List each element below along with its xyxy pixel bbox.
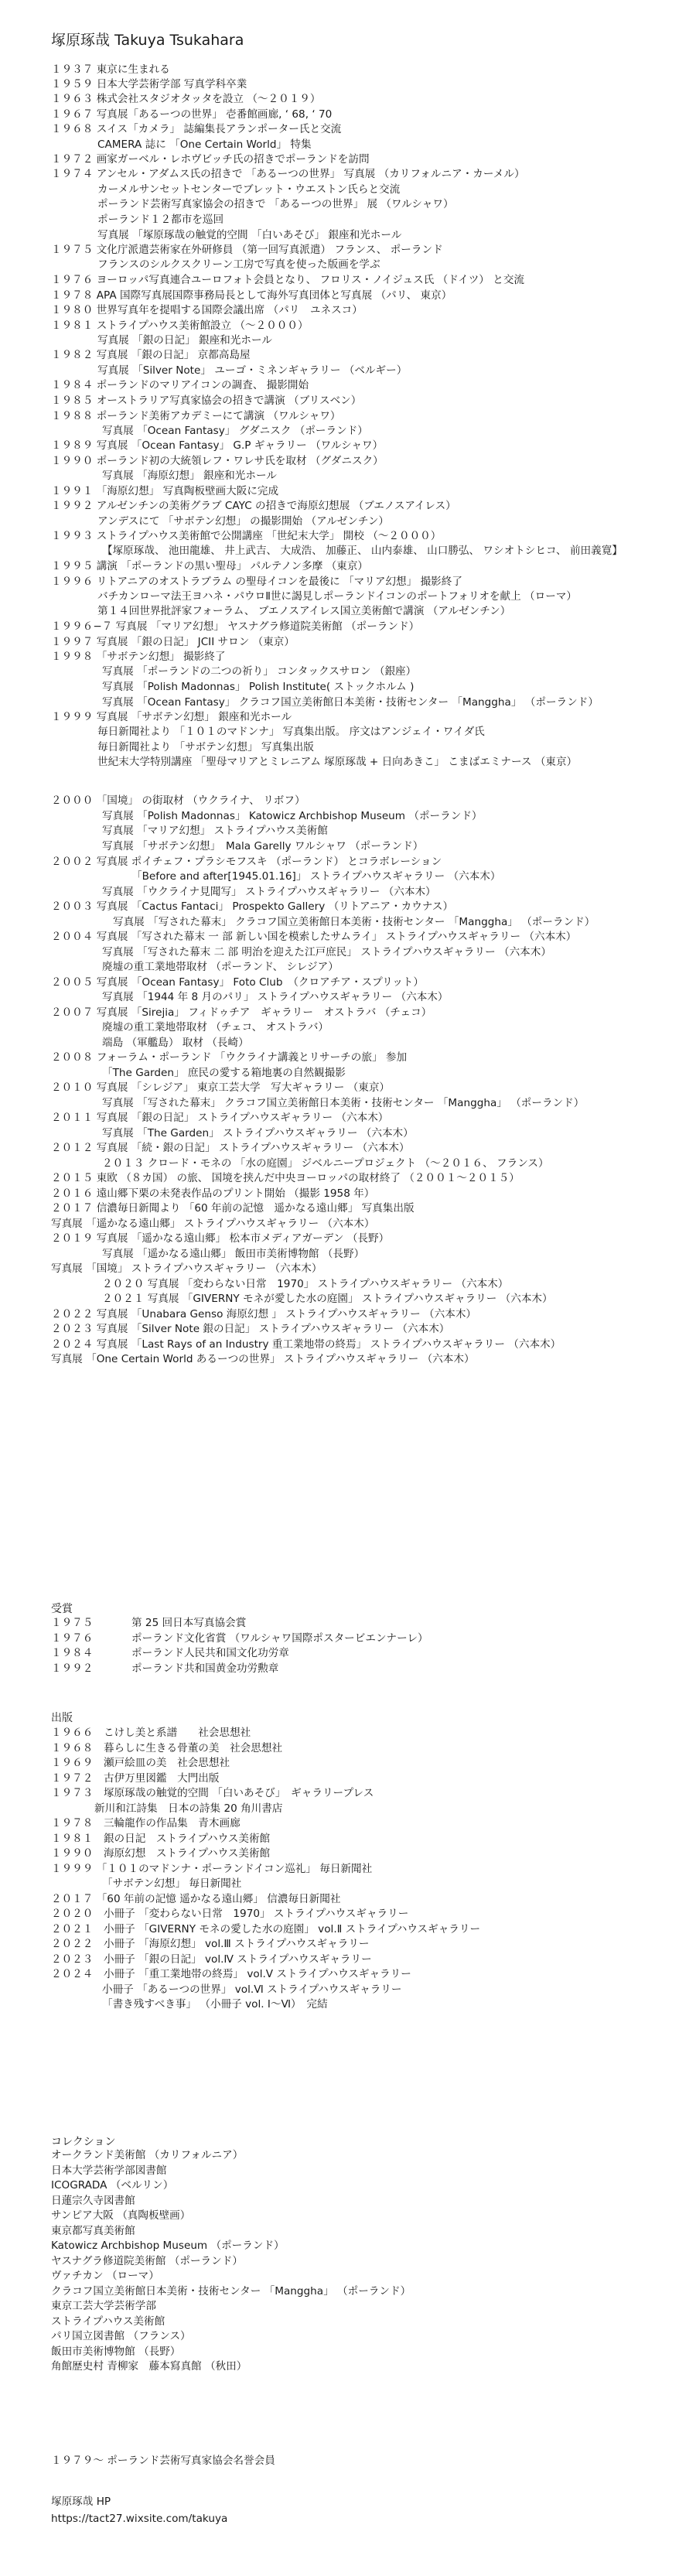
bio-line: １９８１ ストライプハウス美術館設立 （～２０００） (51, 319, 309, 332)
bio-line: ２００５ 写真展 「Ocean Fantasy」 Foto Club （クロアチア・スプリット） (51, 976, 424, 989)
bio-line: 写真展 「The Garden」 ストライプハウスギャラリー （六本木） (102, 1127, 414, 1139)
bio-line: 写真展 「Ocean Fantasy」 クラコフ国立美術館日本美術・技術センター 「Manggha」 （ポーランド） (102, 696, 599, 709)
bio-line: ２０１５ 東欧 （８カ国） の旅、 国境を挟んだ中央ヨーロッパの取材終了 （２００１～２０１５） (51, 1172, 520, 1184)
bio-line: フランスのシルクスクリーン工房で写真を使った版画を学ぶ (97, 258, 380, 271)
bio-line: ２０２０ 写真展 「変わらない日常 1970」 ストライプハウスギャラリー （六本木） (102, 1278, 509, 1290)
bio-line: １９５９ 日本大学芸術学部 写真学科卒業 (51, 78, 247, 91)
bio-line: １９９５ 講演 「ポーランドの黒い聖母」 パルテノン多摩 （東京） (51, 560, 369, 572)
award-year: １９７５ (51, 1617, 94, 1629)
bio-line: ２００８ フォーラム・ポーランド 「ウクライナ講義とリサーチの旅」 参加 (51, 1051, 408, 1064)
bio-line: カーメルサンセットセンターでブレット・ウエストン氏らと交流 (97, 183, 401, 196)
bio-line: １９９３ ストライプハウス美術館で公開講座 「世紀末大学」 開校 （～２０００） (51, 530, 442, 542)
bio-line: 写真展 「遥かなる遠山郷」 ストライプハウスギャラリー （六本木） (51, 1218, 375, 1230)
collection-line: ヤスナグラ修道院美術館 （ポーランド） (51, 2254, 243, 2267)
bio-line: アンデスにて 「サボテン幻想」 の撮影開始 （アルゼンチン） (97, 515, 390, 528)
bio-line: ２０１６ 遠山郷下栗の未発表作品のプリント開始 （撮影 1958 年） (51, 1187, 375, 1200)
publication-line: １９９０ 海原幻想 ストライプハウス美術館 (51, 1847, 271, 1860)
publication-line: 「サボテン幻想」 毎日新聞社 (102, 1877, 242, 1890)
bio-line: 「Before and after[1945.01.16]」 ストライプハウスギャラリー （六本木） (131, 870, 501, 883)
award-text: ポーランド文化省賞 （ワルシャワ国際ポスタービエンナーレ） (131, 1631, 428, 1645)
bio-line: １９７２ 画家ガーベル・レホヴビッチ氏の招きでポーランドを訪問 (51, 153, 370, 166)
bio-line: １９７６ ヨーロッパ写真連合ユーロフォト会員となり、 フロリス・ノイジュス氏 （ドイツ） と交流 (51, 274, 525, 286)
collection-line: オークランド美術館 （カリフォルニア） (51, 2149, 244, 2161)
bio-line: １９６７ 写真展「あるーつの世界」 壱番館画廊, ‘ 68, ‘ 70 (51, 108, 333, 121)
bio-line: １９９６−７ 写真展 「マリア幻想」 ヤスナグラ修道院美術館 （ポーランド） (51, 620, 420, 633)
bio-line: ２０１２ 写真展 「続・銀の日記」 ストライプハウスギャラリー （六本木） (51, 1142, 410, 1154)
publication-line: １９６６ こけし美と系譜 社会思想社 (51, 1727, 251, 1739)
publications-heading: 出版 (51, 1712, 73, 1724)
collection-line: Katowicz Archbishop Museum （ポーランド） (51, 2239, 285, 2252)
bio-line: 毎日新聞社より 「１０１のマドンナ」 写真集出版。 序文はアンジェイ・ワイダ氏 (97, 726, 485, 738)
collection-line: ヴァチカン （ローマ） (51, 2270, 159, 2282)
bio-line: 写真展 「遥かなる遠山郷」 飯田市美術博物館 （長野） (102, 1248, 365, 1260)
collection-line: サンピア大阪 （真陶板壁画） (51, 2209, 191, 2222)
bio-line: ２００３ 写真展 「Cactus Fantaci」 Prospekto Gallery （リトアニア・カウナス） (51, 900, 454, 913)
bio-line: 「The Garden」 庶民の愛する箱地裏の自然観撮影 (102, 1067, 346, 1079)
publication-line: ２０２３ 小冊子 「銀の日記」 vol.Ⅳ ストライプハウスギャラリー (51, 1952, 372, 1966)
bio-line: ２０２２ 写真展 「Unabara Genso 海原幻想 」 ストライプハウスギャラリー （六本木） (51, 1308, 477, 1320)
award-text: 第 25 回日本写真協会賞 (131, 1617, 247, 1629)
bio-line: １９８２ 写真展 「銀の日記」 京都高島屋 (51, 349, 251, 361)
page-title: 塚原琢哉 Takuya Tsukahara (51, 32, 244, 49)
bio-line: 写真展 「国境」 ストライプハウスギャラリー （六本木） (51, 1262, 322, 1275)
publication-line: ２０２２ 小冊子 「海原幻想」 vol.Ⅲ ストライプハウスギャラリー (51, 1938, 370, 1950)
publication-line: ２０２１ 小冊子 「GIVERNY モネの愛した水の庭園」 vol.Ⅱ ストライプハウスギャラリー (51, 1922, 481, 1935)
member-text: １９７９～ ポーランド芸術写真家協会名誉会員 (51, 2455, 275, 2467)
bio-line: １９９７ 写真展 「銀の日記」 JCII サロン （東京） (51, 636, 295, 648)
publication-line: ２０１７ 「60 年前の記憶 遥かなる遠山郷」 信濃毎日新聞社 (51, 1892, 341, 1905)
bio-line: １９９８ 「サボテン幻想」 撮影終了 (51, 651, 226, 663)
bio-line: ポーランド１２都市を巡回 (97, 214, 224, 226)
publication-line: 新川和江詩集 日本の詩集 20 角川書店 (94, 1802, 283, 1815)
collection-line: パリ国立図書館 （フランス） (51, 2330, 191, 2342)
hp-label: 塚原琢哉 HP (51, 2496, 111, 2508)
publication-line: １９６９ 瀬戸絵皿の美 社会思想社 (51, 1757, 230, 1769)
bio-line: １９９９ 写真展 「サボテン幻想」 銀座和光ホール (51, 711, 292, 723)
bio-line: 写真展 「マリア幻想」 ストライプハウス美術館 (102, 825, 328, 837)
bio-line: ２００４ 写真展 「写された幕末 一 部 新しい国を模索したサムライ」 ストライプハウスギャラリー （六本木） (51, 931, 577, 943)
bio-line: 写真展 「Polish Madonnas」 Polish Institute( ストックホルム ) (102, 681, 415, 693)
bio-line: １９９２ アルゼンチンの美術グラブ CAYC の招きで海原幻想展 （ブエノスアイレス） (51, 500, 456, 512)
bio-line: 写真展 「写された幕末」 クラコフ国立美術館日本美術・技術センター 「Manggha」 （ポーランド） (102, 1097, 585, 1109)
bio-line: ２００７ 写真展 「Sirejia」 フィドゥチア ギャラリー オストラバ （チェコ） (51, 1006, 432, 1019)
bio-line: １９９０ ポーランド初の大統領レフ・ワレサ氏を取材 （グダニスク） (51, 455, 384, 467)
bio-line: ２００２ 写真展 ポイチェフ・プラシモフスキ （ポーランド） とコラボレーション (51, 856, 442, 868)
bio-line: CAMERA 誌に 「One Certain World」 特集 (97, 138, 312, 151)
bio-line: ２０１７ 信濃毎日新聞より 「60 年前の記憶 遥かなる遠山郷」 写真集出版 (51, 1202, 415, 1215)
bio-line: 写真展 「ポーランドの二つの祈り」 コンタックスサロン （銀座） (102, 665, 417, 678)
publication-line: １９７８ 三輪龍作の作品集 青木画廊 (51, 1817, 241, 1830)
bio-line: 写真展 「写された幕末」 クラコフ国立美術館日本美術・技術センター 「Manggha」 （ポーランド） (113, 916, 595, 928)
award-year: １９９２ (51, 1662, 94, 1675)
award-year: １９８４ (51, 1647, 94, 1659)
bio-line: １９８０ 世界写真年を提唱する国際会議出席 （パリ ユネスコ） (51, 304, 363, 316)
publication-line: １９７２ 古伊万里図鑑 大門出版 (51, 1771, 220, 1785)
bio-line: １９８９ 写真展 「Ocean Fantasy」 G.P ギャラリー （ワルシャワ） (51, 439, 384, 452)
award-text: ポーランド共和国黄金功労勲章 (131, 1662, 279, 1675)
collection-line: 角館歴史村 青柳家 藤本寫真館 （秋田） (51, 2360, 247, 2373)
publication-line: ２０２４ 小冊子 「重工業地帯の終焉」 vol.Ⅴ ストライプハウスギャラリー (51, 1968, 411, 1980)
bio-line: 写真展 「Ocean Fantasy」 グダニスク （ポーランド） (102, 425, 368, 437)
collection-line: 東京都写真美術館 (51, 2224, 135, 2237)
bio-line: １９７５ 文化庁派遣芸術家在外研修員 （第一回写真派遣） フランス、 ポーランド (51, 244, 443, 256)
publication-line: ２０２０ 小冊子 「変わらない日常 1970」 ストライプハウスギャラリー (51, 1908, 409, 1920)
bio-line: 写真展 「写された幕末 二 部 明治を迎えた江戸庶民」 ストライプハウスギャラリー （六本木） (102, 946, 551, 958)
collection-line: 飯田市美術博物館 （長野） (51, 2345, 181, 2358)
publication-line: 小冊子 「あるーつの世界」 vol.Ⅵ ストライプハウスギャラリー (102, 1983, 402, 1996)
bio-line: 写真展 「銀の日記」 銀座和光ホール (97, 334, 272, 347)
bio-line: １９８８ ポーランド美術アカデミーにて講演 （ワルシャワ） (51, 410, 341, 422)
award-text: ポーランド人民共和国文化功労章 (131, 1647, 289, 1659)
bio-line: 端島 （軍艦島） 取材 （長崎） (102, 1037, 249, 1049)
bio-line: 写真展 「塚原琢哉の触覚的空間 「白いあそび」 銀座和光ホール (97, 229, 402, 241)
collection-line: ICOGRADA （ベルリン） (51, 2179, 174, 2192)
bio-line: ２０２３ 写真展 「Silver Note 銀の日記」 ストライプハウスギャラリー （六本木） (51, 1323, 450, 1335)
bio-line: 写真展 「ウクライナ見聞写」 ストライプハウスギャラリー （六本木） (102, 886, 436, 898)
bio-line: １９７８ APA 国際写真展国際事務局長として海外写真団体と写真展 （パリ、 東京） (51, 289, 452, 302)
bio-line: バチカンローマ法王ヨハネ・パウロⅡ世に謁見しポーランドイコンのポートフォリオを献上 （ローマ） (97, 590, 578, 603)
bio-line: 写真展 「Polish Madonnas」 Katowicz Archbishop Museum （ポーランド） (102, 810, 483, 822)
bio-line: ポーランド芸術写真家協会の招きで 「あるーつの世界」 展 （ワルシャワ） (97, 198, 454, 210)
bio-line: 写真展 「サボテン幻想」 Mala Garelly ワルシャワ （ポーランド） (102, 840, 424, 852)
bio-line: 廃墟の重工業地帯取材 （チェコ、 オストラバ） (102, 1021, 329, 1033)
bio-line: １９３７ 東京に生まれる (51, 63, 170, 76)
bio-line: １９６３ 株式会社スタジオタッタを設立 （～２０１９） (51, 93, 321, 105)
bio-line: 第１４回世界批評家フォーラム、 ブエノスアイレス国立美術館で講演 （アルゼンチン） (97, 605, 511, 617)
collections-heading: コレクション (51, 2136, 116, 2148)
bio-line: 写真展 「1944 年 8 月のパリ」 ストライプハウスギャラリー （六本木） (102, 991, 449, 1003)
bio-line: 世紀末大学特別講座 「聖母マリアとミレニアム 塚原琢哉 + 日向あきこ」 こまばエミナース （東京） (97, 756, 578, 768)
publication-line: １９８１ 銀の日記 ストライプハウス美術館 (51, 1832, 271, 1845)
publication-line: １９７３ 塚原琢哉の触覚的空間 「白いあそび」 ギャラリープレス (51, 1787, 374, 1799)
bio-line: ２０１９ 写真展 「遥かなる遠山郷」 松本市メディアガーデン （長野） (51, 1232, 390, 1245)
bio-line: 毎日新聞社より 「サボテン幻想」 写真集出版 (97, 741, 314, 753)
hp-link[interactable]: https://tact27.wixsite.com/takuya (51, 2513, 228, 2525)
publication-line: １９６８ 暮らしに生きる骨董の美 社会思想社 (51, 1741, 283, 1754)
bio-line: 写真展 「Silver Note」 ユーゴ・ミネンギャラリー （ベルギー） (97, 364, 408, 377)
bio-line: １９８４ ポーランドのマリアイコンの調査、 撮影開始 (51, 379, 309, 391)
bio-line: ２０００ 「国境」 の街取材 （ウクライナ、 リボフ） (51, 794, 305, 807)
publication-line: 「書き残すべき事」 （小冊子 vol. Ⅰ～Ⅵ） 完結 (102, 1998, 328, 2011)
bio-line: １９９１ 「海原幻想」 写真陶板壁画大阪に完成 (51, 485, 279, 497)
bio-line: 写真展 「海原幻想」 銀座和光ホール (102, 470, 277, 482)
bio-line: 【塚原琢哉、 池田龍雄、 井上武吉、 大成浩、 加藤正、 山内泰雄、 山口勝弘、 ワシオトシヒコ、 前田義寛】 (102, 545, 623, 557)
publication-line: １９９９ 「１０１のマドンナ・ポーランドイコン巡礼」 毎日新聞社 (51, 1862, 373, 1875)
award-year: １９７６ (51, 1631, 94, 1645)
collection-line: 東京工芸大学芸術学部 (51, 2300, 156, 2312)
bio-line: ２０２１ 写真展 「GIVERNY モネが愛した水の庭園」 ストライプハウスギャラリー （六本木） (102, 1293, 553, 1305)
collection-line: 日蓮宗久寺図書館 (51, 2194, 135, 2207)
bio-line: ２０２４ 写真展 「Last Rays of an Industry 重工業地帯の終焉」 ストライプハウスギャラリー （六本木） (51, 1338, 561, 1351)
bio-line: １９６８ スイス「カメラ」 誌編集長アランポーター氏と交流 (51, 123, 342, 135)
bio-line: １９８５ オーストラリア写真家協会の招きで講演 （ブリスベン） (51, 395, 362, 407)
bio-line: ２０１３ クロード・モネの 「水の庭園」 ジベルニープロジェクト （～２０１６、 フランス） (102, 1157, 549, 1170)
awards-heading: 受賞 (51, 1603, 73, 1615)
bio-line: １９７４ アンセル・アダムス氏の招きで 「あるーつの世界」 写真展 （カリフォルニア・カーメル） (51, 168, 525, 180)
collection-line: クラコフ国立美術館日本美術・技術センター 「Manggha」 （ポーランド） (51, 2284, 411, 2298)
bio-line: １９９６ リトアニアのオストラブラム の聖母イコンを最後に 「マリア幻想」 撮影終了 (51, 576, 462, 588)
collection-line: 日本大学芸術学部図書館 (51, 2164, 167, 2177)
collection-line: ストライプハウス美術館 (51, 2315, 165, 2328)
bio-line: 廃墟の重工業地帯取材 （ポーランド、 シレジア） (102, 961, 339, 973)
bio-line: ２０１０ 写真展 「シレジア」 東京工芸大学 写大ギャラリー （東京） (51, 1081, 391, 1094)
bio-line: 写真展 「One Certain World あるーつの世界」 ストライプハウスギャラリー （六本木） (51, 1353, 475, 1365)
bio-line: ２０１１ 写真展 「銀の日記」 ストライプハウスギャラリー （六本木） (51, 1112, 389, 1124)
